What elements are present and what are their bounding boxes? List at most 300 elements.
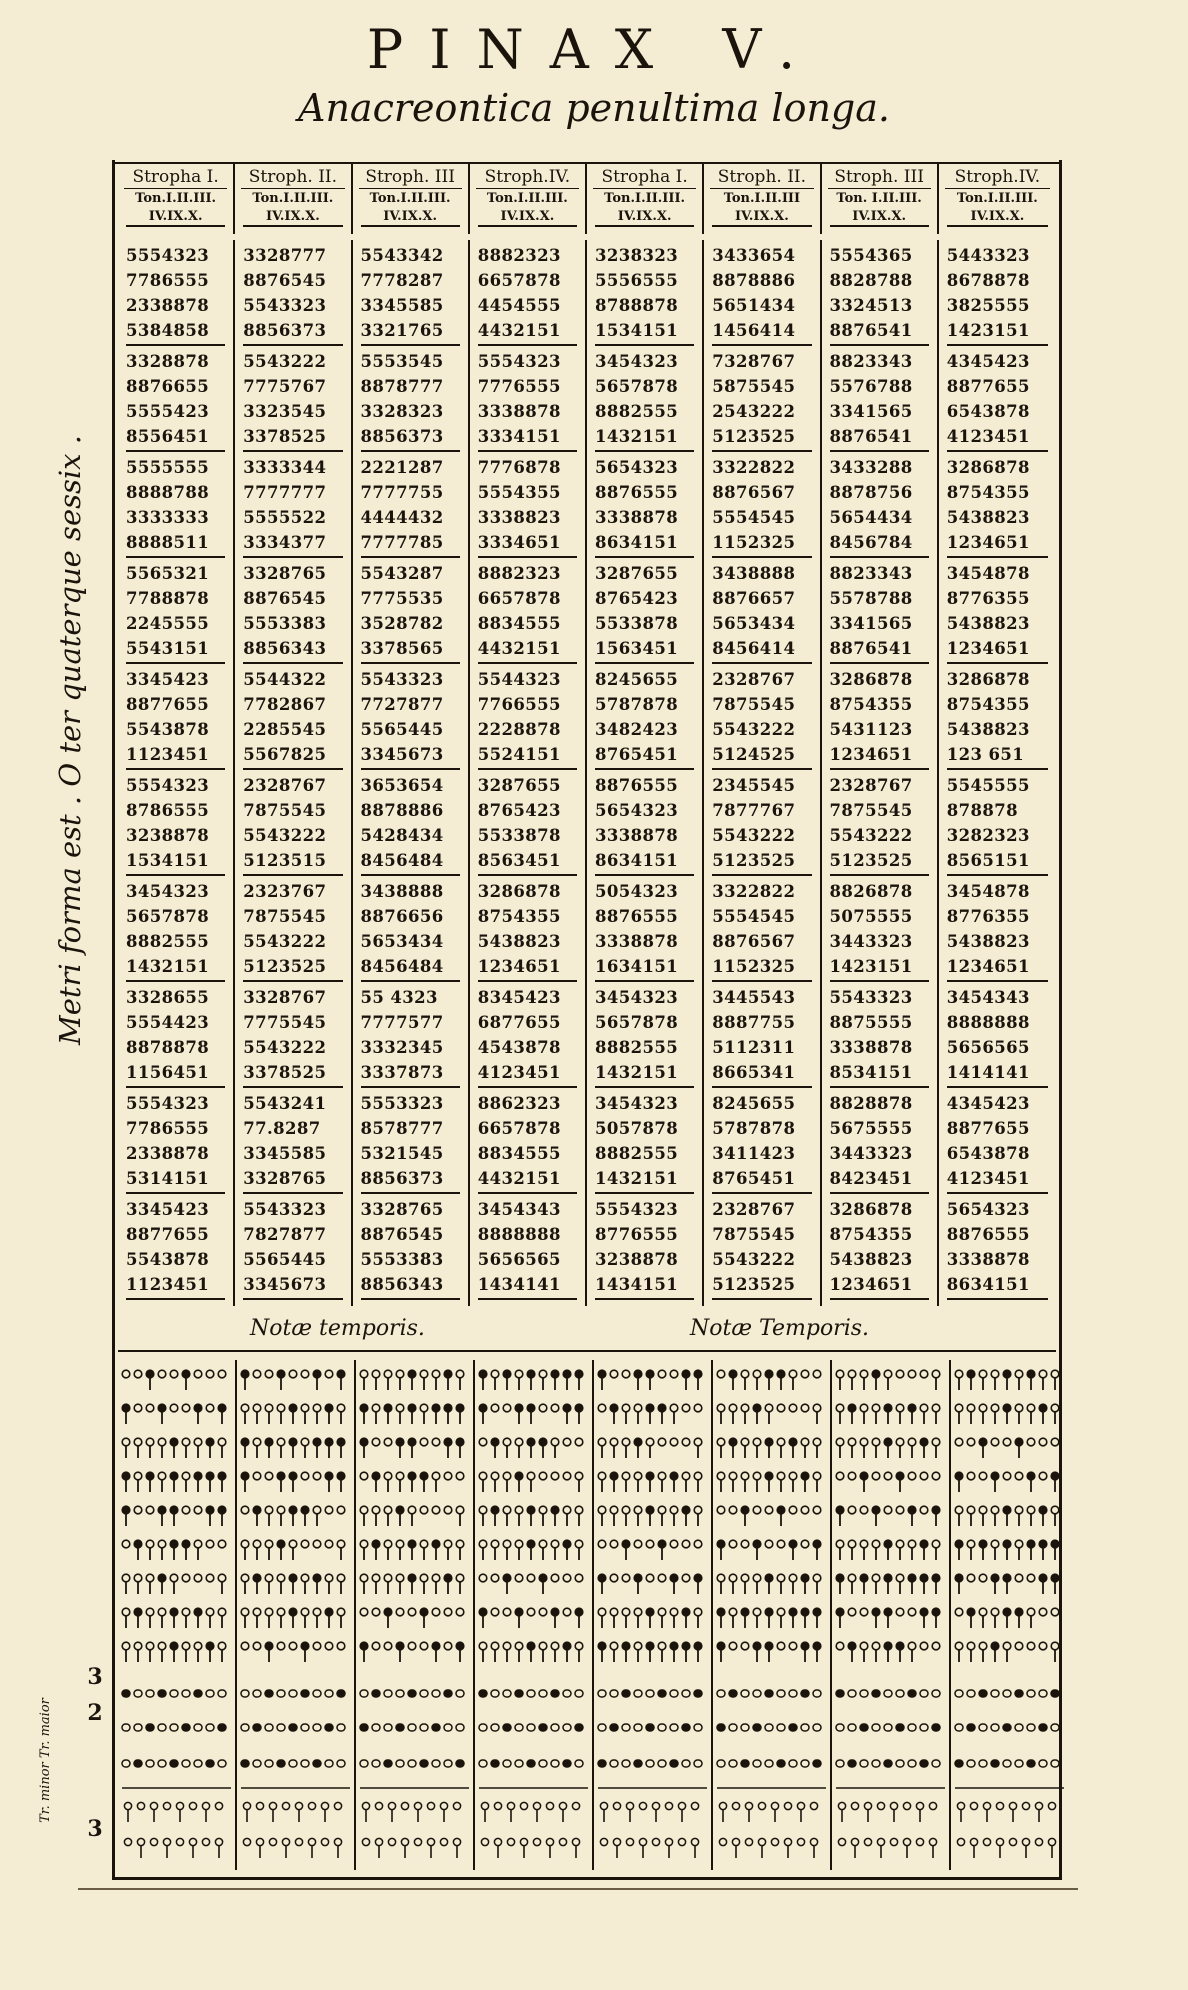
- note-symbols: [118, 1360, 235, 1870]
- note-head: [719, 1802, 726, 1809]
- number-line: 3433654: [712, 246, 796, 265]
- note-head: [122, 1472, 130, 1480]
- note-mark: [384, 1724, 392, 1731]
- note-mark: [598, 1690, 606, 1697]
- number-line: 5555423: [126, 402, 210, 421]
- number-line: 1234651: [946, 533, 1030, 552]
- note-mark: [622, 1690, 630, 1697]
- note-head: [408, 1472, 416, 1480]
- note-head: [920, 1506, 928, 1514]
- note-mark: [753, 1690, 761, 1697]
- note-mark: [253, 1724, 261, 1731]
- number-line: 7777777: [243, 483, 327, 502]
- note-head: [896, 1404, 904, 1412]
- note-head: [670, 1506, 678, 1514]
- note-head: [916, 1802, 923, 1809]
- number-line: 1432151: [595, 1063, 679, 1082]
- note-head: [218, 1574, 226, 1582]
- note-head: [813, 1642, 821, 1650]
- number-line: 8877655: [946, 377, 1030, 396]
- note-mark: [527, 1760, 535, 1767]
- note-mark: [658, 1724, 666, 1731]
- number-line: 1434151: [595, 1275, 679, 1294]
- note-head: [559, 1838, 566, 1845]
- note-head: [420, 1472, 428, 1480]
- note-mark: [777, 1724, 785, 1731]
- note-head: [194, 1506, 202, 1514]
- note-head: [170, 1506, 178, 1514]
- note-head: [658, 1642, 666, 1650]
- number-line: 1152325: [712, 533, 796, 552]
- note-head: [634, 1608, 642, 1616]
- note-mark: [194, 1690, 202, 1697]
- number-group: [126, 664, 225, 770]
- note-mark: [277, 1724, 285, 1731]
- number-line: 1432151: [595, 1169, 679, 1188]
- note-head: [610, 1574, 618, 1582]
- row-number: 3: [87, 1816, 103, 1842]
- note-head: [515, 1472, 523, 1480]
- number-line: 5578788: [829, 589, 913, 608]
- note-head: [520, 1802, 527, 1809]
- note-mark: [646, 1760, 654, 1767]
- note-mark: [694, 1690, 702, 1697]
- note-head: [218, 1506, 226, 1514]
- column-header-tonus-2: IV.IX.X.: [830, 208, 929, 227]
- number-line: 4454555: [477, 296, 561, 315]
- note-head: [301, 1574, 309, 1582]
- note-head: [563, 1642, 571, 1650]
- note-head: [991, 1608, 999, 1616]
- number-line: 8882555: [595, 1038, 679, 1057]
- number-line: 1534151: [595, 321, 679, 340]
- note-head: [551, 1540, 559, 1548]
- note-head: [289, 1438, 297, 1446]
- note-mark: [563, 1724, 571, 1731]
- note-head: [932, 1642, 940, 1650]
- number-line: 8823343: [829, 352, 913, 371]
- note-head: [194, 1404, 202, 1412]
- note-mark: [1039, 1724, 1047, 1731]
- number-line: 5123525: [712, 1275, 796, 1294]
- number-line: 8876656: [360, 907, 444, 926]
- note-mark: [1051, 1724, 1059, 1731]
- number-group: [126, 346, 225, 452]
- note-head: [420, 1574, 428, 1582]
- number-line: 3286878: [829, 670, 913, 689]
- note-head: [896, 1438, 904, 1446]
- note-head: [753, 1404, 761, 1412]
- number-line: 5553383: [243, 614, 327, 633]
- note-head: [836, 1574, 844, 1582]
- note-head: [801, 1472, 809, 1480]
- number-line: 8456784: [829, 533, 913, 552]
- note-mark: [337, 1760, 345, 1767]
- note-column: [713, 1360, 832, 1870]
- note-head: [539, 1472, 547, 1480]
- note-mark: [646, 1690, 654, 1697]
- number-line: 5123525: [712, 427, 796, 446]
- number-line: 7875545: [712, 695, 796, 714]
- note-head: [848, 1370, 856, 1378]
- number-line: 8887755: [712, 1013, 796, 1032]
- note-head: [456, 1608, 464, 1616]
- number-line: 5438823: [946, 614, 1030, 633]
- note-head: [967, 1642, 975, 1650]
- note-head: [408, 1642, 416, 1650]
- note-mark: [896, 1724, 904, 1731]
- note-mark: [777, 1760, 785, 1767]
- note-head: [146, 1608, 154, 1616]
- note-head: [158, 1608, 166, 1616]
- number-line: 5554323: [126, 776, 210, 795]
- note-head: [440, 1838, 447, 1845]
- number-line: 5653434: [360, 932, 444, 951]
- note-head: [813, 1574, 821, 1582]
- note-head: [860, 1574, 868, 1582]
- note-mark: [503, 1724, 511, 1731]
- note-mark: [372, 1724, 380, 1731]
- note-head: [884, 1540, 892, 1548]
- page-title: PINAX V.: [366, 18, 822, 81]
- note-head: [507, 1838, 514, 1845]
- number-line: 5554365: [829, 246, 913, 265]
- note-mark: [801, 1760, 809, 1767]
- note-head: [955, 1472, 963, 1480]
- note-head: [932, 1608, 940, 1616]
- number-line: 8876555: [595, 483, 679, 502]
- note-mark: [717, 1724, 725, 1731]
- note-head: [1003, 1540, 1011, 1548]
- note-head: [241, 1642, 249, 1650]
- number-group: [243, 982, 342, 1088]
- column-header-stropha: Stroph. III: [359, 166, 462, 189]
- note-head: [789, 1506, 797, 1514]
- table-column: [587, 240, 704, 1306]
- number-line: 2345545: [712, 776, 796, 795]
- note-head: [289, 1370, 297, 1378]
- note-head: [765, 1574, 773, 1582]
- column-header-row: [118, 164, 1056, 234]
- note-mark: [1039, 1690, 1047, 1697]
- number-line: 5543222: [712, 1250, 796, 1269]
- note-head: [539, 1370, 547, 1378]
- note-head: [122, 1608, 130, 1616]
- note-head: [170, 1438, 178, 1446]
- number-line: 5554323: [477, 352, 561, 371]
- note-mark: [170, 1760, 178, 1767]
- number-line: 8634151: [946, 1275, 1030, 1294]
- column-header-tonus: Ton.I.II.III.: [604, 191, 686, 206]
- number-line: 2328767: [829, 776, 913, 795]
- note-head: [694, 1506, 702, 1514]
- number-line: 8834555: [477, 1144, 561, 1163]
- note-mark: [836, 1724, 844, 1731]
- note-head: [456, 1540, 464, 1548]
- note-head: [325, 1438, 333, 1446]
- note-symbols: [475, 1360, 592, 1870]
- note-mark: [420, 1690, 428, 1697]
- note-head: [456, 1472, 464, 1480]
- note-head: [551, 1574, 559, 1582]
- note-head: [396, 1472, 404, 1480]
- note-head: [527, 1608, 535, 1616]
- number-line: 5554545: [712, 508, 796, 527]
- number-line: 7778287: [360, 271, 444, 290]
- note-head: [777, 1608, 785, 1616]
- number-line: 5543241: [243, 1094, 327, 1113]
- note-head: [182, 1404, 190, 1412]
- note-mark: [741, 1690, 749, 1697]
- note-head: [717, 1404, 725, 1412]
- note-head: [372, 1642, 380, 1650]
- note-head: [658, 1472, 666, 1480]
- note-mark: [1003, 1724, 1011, 1731]
- number-line: 6543878: [946, 1144, 1030, 1163]
- note-head: [872, 1574, 880, 1582]
- note-head: [515, 1540, 523, 1548]
- note-mark: [908, 1760, 916, 1767]
- number-line: 5553323: [360, 1094, 444, 1113]
- note-mark: [955, 1760, 963, 1767]
- note-head: [384, 1642, 392, 1650]
- meter-side-label-text: Metri forma est . O ter quaterque sessix .: [53, 435, 88, 1045]
- note-head: [170, 1370, 178, 1378]
- note-head: [932, 1540, 940, 1548]
- note-head: [491, 1642, 499, 1650]
- column-header-stropha: Stroph. II.: [710, 166, 813, 189]
- note-mark: [527, 1690, 535, 1697]
- note-head: [551, 1642, 559, 1650]
- number-line: 8856373: [243, 321, 327, 340]
- note-head: [408, 1608, 416, 1616]
- note-head: [325, 1472, 333, 1480]
- number-group: [126, 558, 225, 664]
- note-head: [408, 1540, 416, 1548]
- note-mark: [372, 1760, 380, 1767]
- number-line: 5543222: [243, 932, 327, 951]
- note-head: [265, 1404, 273, 1412]
- note-head: [575, 1642, 583, 1650]
- number-line: 2228878: [477, 720, 561, 739]
- column-header-tonus: Ton.I.II.III.: [252, 191, 334, 206]
- number-group: [712, 982, 811, 1088]
- note-mark: [551, 1690, 559, 1697]
- note-head: [777, 1506, 785, 1514]
- note-head: [777, 1472, 785, 1480]
- number-group: [947, 1194, 1048, 1300]
- note-head: [176, 1838, 183, 1845]
- row-number: 2: [87, 1700, 103, 1726]
- note-head: [741, 1642, 749, 1650]
- note-head: [691, 1802, 698, 1809]
- note-head: [836, 1472, 844, 1480]
- note-head: [420, 1608, 428, 1616]
- note-head: [877, 1802, 884, 1809]
- note-mark: [194, 1724, 202, 1731]
- note-head: [170, 1404, 178, 1412]
- number-line: 5576788: [829, 377, 913, 396]
- number-line: 8245655: [595, 670, 679, 689]
- note-head: [639, 1838, 646, 1845]
- note-mark: [634, 1760, 642, 1767]
- note-head: [694, 1370, 702, 1378]
- note-head: [920, 1404, 928, 1412]
- note-head: [241, 1540, 249, 1548]
- note-mark: [551, 1760, 559, 1767]
- note-head: [313, 1574, 321, 1582]
- number-line: 3454878: [946, 564, 1030, 583]
- note-mark: [170, 1724, 178, 1731]
- note-mark: [920, 1690, 928, 1697]
- note-head: [301, 1370, 309, 1378]
- note-head: [610, 1540, 618, 1548]
- note-head: [575, 1438, 583, 1446]
- note-head: [658, 1370, 666, 1378]
- number-line: 5543151: [126, 639, 210, 658]
- note-head: [575, 1574, 583, 1582]
- number-line: 3334377: [243, 533, 327, 552]
- note-head: [360, 1540, 368, 1548]
- note-head: [313, 1438, 321, 1446]
- number-line: 8876657: [712, 589, 796, 608]
- number-line: 8862323: [477, 1094, 561, 1113]
- note-head: [836, 1642, 844, 1650]
- note-head: [634, 1370, 642, 1378]
- number-group: [243, 558, 342, 664]
- note-head: [295, 1802, 302, 1809]
- note-head: [771, 1838, 778, 1845]
- note-head: [253, 1540, 261, 1548]
- note-head: [765, 1404, 773, 1412]
- note-head: [503, 1642, 511, 1650]
- number-line: 7788878: [126, 589, 210, 608]
- note-head: [1051, 1506, 1059, 1514]
- note-head: [600, 1838, 607, 1845]
- note-mark: [539, 1724, 547, 1731]
- note-head: [313, 1540, 321, 1548]
- note-mark: [265, 1690, 273, 1697]
- note-head: [741, 1370, 749, 1378]
- tempus-side-label: [34, 1640, 56, 1880]
- note-mark: [813, 1724, 821, 1731]
- number-line: 5438823: [946, 932, 1030, 951]
- number-line: 3333333: [126, 508, 210, 527]
- number-group: [712, 876, 811, 982]
- note-head: [777, 1540, 785, 1548]
- number-line: 1234651: [946, 639, 1030, 658]
- note-head: [622, 1370, 630, 1378]
- number-line: 1634151: [595, 957, 679, 976]
- note-mark: [670, 1690, 678, 1697]
- note-head: [360, 1472, 368, 1480]
- number-line: 4543878: [477, 1038, 561, 1057]
- column-header: [939, 164, 1056, 234]
- number-group: [595, 770, 694, 876]
- note-mark: [456, 1690, 464, 1697]
- note-head: [622, 1438, 630, 1446]
- note-mark: [1015, 1690, 1023, 1697]
- note-head: [634, 1404, 642, 1412]
- note-head: [626, 1802, 633, 1809]
- note-head: [1003, 1574, 1011, 1582]
- note-head: [491, 1608, 499, 1616]
- note-head: [967, 1540, 975, 1548]
- number-group: [361, 452, 460, 558]
- number-line: 3328655: [126, 988, 210, 1007]
- number-line: 3328323: [360, 402, 444, 421]
- number-line: 3378525: [243, 1063, 327, 1082]
- note-head: [1015, 1370, 1023, 1378]
- number-group: [712, 664, 811, 770]
- note-head: [991, 1642, 999, 1650]
- number-line: 5651434: [712, 296, 796, 315]
- note-head: [396, 1370, 404, 1378]
- number-line: 8882555: [126, 932, 210, 951]
- note-head: [896, 1608, 904, 1616]
- note-head: [427, 1802, 434, 1809]
- number-line: 8856343: [243, 639, 327, 658]
- note-head: [277, 1370, 285, 1378]
- note-head: [206, 1540, 214, 1548]
- note-head: [729, 1642, 737, 1650]
- note-head: [520, 1838, 527, 1845]
- note-head: [551, 1472, 559, 1480]
- note-mark: [301, 1724, 309, 1731]
- note-head: [289, 1404, 297, 1412]
- note-head: [753, 1608, 761, 1616]
- note-head: [432, 1642, 440, 1650]
- note-mark: [444, 1724, 452, 1731]
- note-head: [137, 1802, 144, 1809]
- note-head: [745, 1802, 752, 1809]
- note-mark: [670, 1760, 678, 1767]
- note-head: [771, 1802, 778, 1809]
- note-head: [920, 1540, 928, 1548]
- number-line: 1432151: [595, 427, 679, 446]
- note-head: [979, 1404, 987, 1412]
- note-head: [360, 1438, 368, 1446]
- note-head: [908, 1472, 916, 1480]
- note-head: [527, 1506, 535, 1514]
- number-group: [595, 1088, 694, 1194]
- number-line: 8765423: [477, 801, 561, 820]
- note-head: [158, 1540, 166, 1548]
- note-mark: [360, 1760, 368, 1767]
- note-mark: [979, 1724, 987, 1731]
- note-head: [313, 1608, 321, 1616]
- note-head: [150, 1802, 157, 1809]
- column-header-tonus-2: IV.IX.X.: [361, 208, 460, 227]
- note-mark: [575, 1724, 583, 1731]
- note-head: [920, 1370, 928, 1378]
- note-head: [575, 1370, 583, 1378]
- note-head: [313, 1642, 321, 1650]
- note-mark: [1003, 1690, 1011, 1697]
- note-head: [515, 1642, 523, 1650]
- note-head: [646, 1540, 654, 1548]
- note-head: [325, 1506, 333, 1514]
- note-head: [408, 1404, 416, 1412]
- note-head: [206, 1642, 214, 1650]
- number-group: [478, 770, 577, 876]
- number-line: 8826878: [829, 882, 913, 901]
- note-head: [670, 1370, 678, 1378]
- notae-temporis-label-left: Notæ temporis.: [250, 1316, 425, 1341]
- number-group: [712, 1194, 811, 1300]
- number-line: 5554355: [477, 483, 561, 502]
- note-mark: [694, 1760, 702, 1767]
